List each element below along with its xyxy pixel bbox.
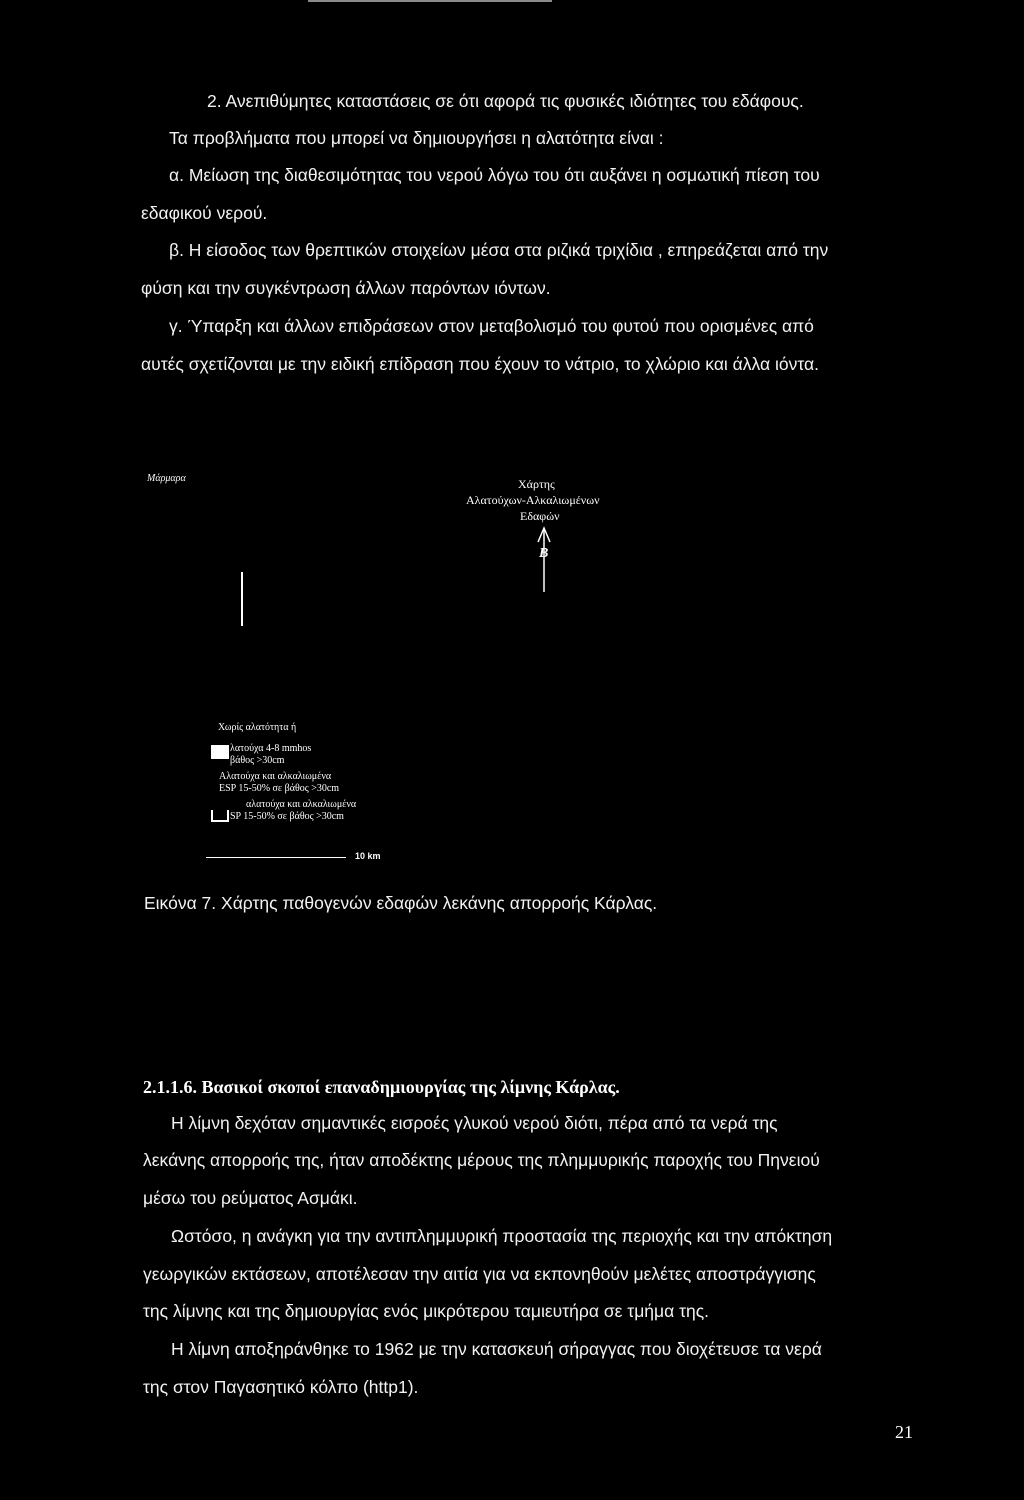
p3-line1: Η λίμνη αποξηράνθηκε το 1962 με την κατασκευή σήραγγας που διοχέτευσε τα νερά (171, 1339, 822, 1359)
legend-item-1: Χωρίς αλατότητα ή (218, 722, 297, 733)
p2-line2: γεωργικών εκτάσεων, αποτέλεσαν την αιτία για να εκπονηθούν μελέτες αποστράγγισης (143, 1264, 816, 1284)
scale-bar (206, 857, 346, 858)
p1-line2: λεκάνης απορροής της, ήταν αποδέκτης μέρους της πλημμυρικής παροχής του Πηνειού (143, 1150, 820, 1170)
top-rule (308, 0, 552, 2)
item-a-line2: εδαφικού νερού. (141, 203, 268, 223)
legend-item-4-line1: αλατούχα και αλκαλιωμένα (246, 799, 357, 810)
problems-intro: Τα προβλήματα που μπορεί να δημιουργήσει η αλατότητα είναι : (169, 128, 664, 148)
legend-item-4-line2: SP 15-50% σε βάθος >30cm (230, 811, 344, 822)
north-letter: B (539, 546, 549, 561)
legend-swatch-2 (211, 745, 229, 759)
legend-item-2-line1: λατούχα 4-8 mmhos (230, 743, 312, 754)
map-place-label: Μάρμαρα (147, 473, 186, 484)
page-number: 21 (895, 1422, 913, 1442)
item-b-line2: φύση και την συγκέντρωση άλλων παρόντων ιόντων. (141, 278, 551, 298)
legend-item-3-line1: Αλατούχα και αλκαλιωμένα (219, 771, 332, 782)
p3-line2: της στον Παγασητικό κόλπο (http1). (143, 1377, 419, 1397)
item-c-line1: γ. Ύπαρξη και άλλων επιδράσεων στον μεταβολισμό του φυτού που ορισμένες από (169, 316, 814, 336)
item-a-line1: α. Μείωση της διαθεσιμότητας του νερού λόγω του ότι αυξάνει η οσμωτική πίεση του (169, 165, 820, 185)
p1-line1: Η λίμνη δεχόταν σημαντικές εισροές γλυκού νερού διότι, πέρα από τα νερά της (171, 1113, 778, 1133)
p2-line1: Ωστόσο, η ανάγκη για την αντιπλημμυρική προστασία της περιοχής και την απόκτηση (171, 1226, 833, 1246)
p1-line3: μέσω του ρεύματος Ασμάκι. (143, 1188, 358, 1208)
map-title-line1: Χάρτης (518, 477, 555, 491)
legend-swatch-4 (211, 810, 229, 822)
scale-label: 10 km (355, 851, 381, 861)
item-b-line1: β. Η είσοδος των θρεπτικών στοιχείων μέσα στα ριζικά τριχίδια , επηρεάζεται από την (169, 240, 829, 260)
figure-caption: Εικόνα 7. Χάρτης παθογενών εδαφών λεκάνης απορροής Κάρλας. (144, 893, 658, 913)
map-title-line3: Εδαφών (520, 509, 560, 523)
map-boundary-line (241, 572, 243, 626)
p2-line3: της λίμνης και της δημιουργίας ενός μικρότερου ταμιευτήρα σε τμήμα της. (143, 1301, 710, 1321)
list-item-2: 2. Ανεπιθύμητες καταστάσεις σε ότι αφορά τις φυσικές ιδιότητες του εδάφους. (207, 91, 804, 111)
section-heading: 2.1.1.6. Βασικοί σκοποί επαναδημιουργίας της λίμνης Κάρλας. (143, 1077, 620, 1097)
legend-item-2-line2: βάθος >30cm (230, 755, 285, 766)
item-c-line2: αυτές σχετίζονται με την ειδική επίδραση που έχουν το νάτριο, το χλώριο και άλλα ιόντα. (141, 354, 820, 374)
legend-item-3-line2: ESP 15-50% σε βάθος >30cm (219, 783, 340, 794)
map-title-line2: Αλατούχων-Αλκαλιωμένων (466, 493, 600, 507)
